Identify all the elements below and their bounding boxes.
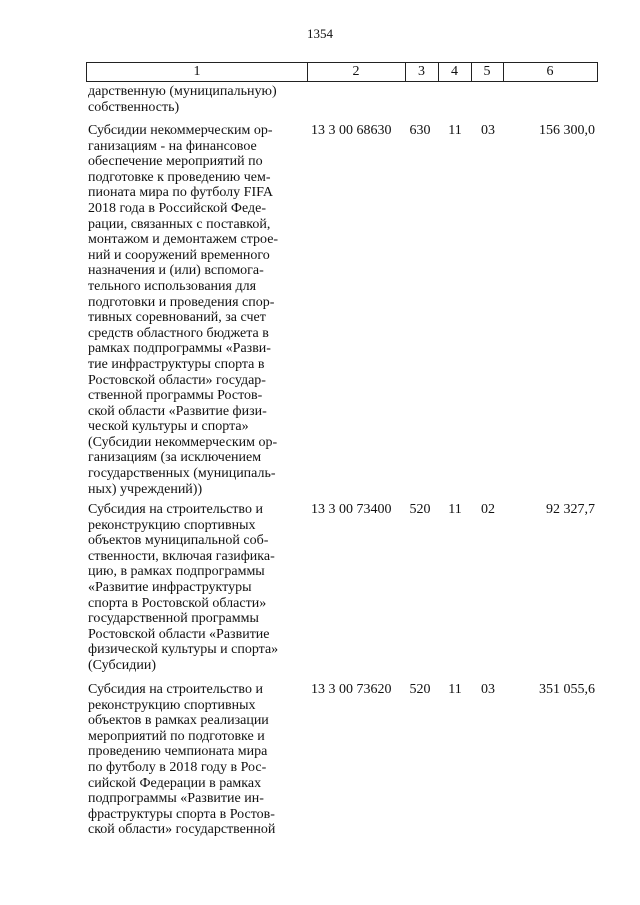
header-col-5: 5 <box>471 63 504 81</box>
row-expense-type: 520 <box>409 502 431 517</box>
row-subsection: 03 <box>481 123 495 138</box>
row-expense-type: 520 <box>409 682 431 697</box>
row-target-code: 13 3 00 73620 <box>311 682 392 697</box>
header-col-3: 3 <box>405 63 439 81</box>
row-target-code: 13 3 00 68630 <box>311 123 392 138</box>
header-col-4: 4 <box>438 63 472 81</box>
row-description: дарственную (муниципальную) собственность) <box>88 84 277 115</box>
row-section: 11 <box>448 682 462 697</box>
row-section: 11 <box>448 502 462 517</box>
row-target-code: 13 3 00 73400 <box>311 502 392 517</box>
header-col-2: 2 <box>307 63 406 81</box>
row-amount: 92 327,7 <box>546 502 595 517</box>
row-amount: 351 055,6 <box>539 682 595 697</box>
row-description: Субсидии некоммерческим ор- ганизациям - на финансовое обеспечение мероприятий по подготовке к проведению чем- пионата мира по футболу FIFA 2018 года в Российской Феде- рации, связанных с поставкой, монтажом и демонтажем строе- ний и сооружений временного назначения и (или) вспомога- тельного использования для подготовки и проведения спор- тивных соревнований, за счет средств областного бюджета в рамках подпрограммы «Разви- тие инфраструктуры спорта в Ростовской области» государ- ственной программы Ростов- ской области «Развитие физи- ческой культуры и спорта» (Субсидии некоммерческим ор- ганизациям (за исключением государственных (муниципаль- ных) учреждений)) <box>88 123 279 497</box>
page-number: 1354 <box>307 26 333 41</box>
table-header <box>86 62 598 82</box>
row-amount: 156 300,0 <box>539 123 595 138</box>
row-section: 11 <box>448 123 462 138</box>
row-subsection: 03 <box>481 682 495 697</box>
row-expense-type: 630 <box>409 123 431 138</box>
row-description: Субсидия на строительство и реконструкцию спортивных объектов в рамках реализации мероприятий по подготовке и проведению чемпионата мира по футболу в 2018 году в Рос- сийской Федерации в рамках подпрограммы «Развитие ин- фраструктуры спорта в Ростов- ской области» государственной <box>88 682 276 838</box>
row-subsection: 02 <box>481 502 495 517</box>
row-description: Субсидия на строительство и реконструкцию спортивных объектов муниципальной соб- ственности, включая газифика- цию, в рамках подпрограммы «Развитие инфраструктуры спорта в Ростовской области» государственной программы Ростовской области «Развитие физической культуры и спорта» (Субсидии) <box>88 502 279 673</box>
header-col-1: 1 <box>87 63 308 81</box>
header-col-6: 6 <box>546 64 554 79</box>
